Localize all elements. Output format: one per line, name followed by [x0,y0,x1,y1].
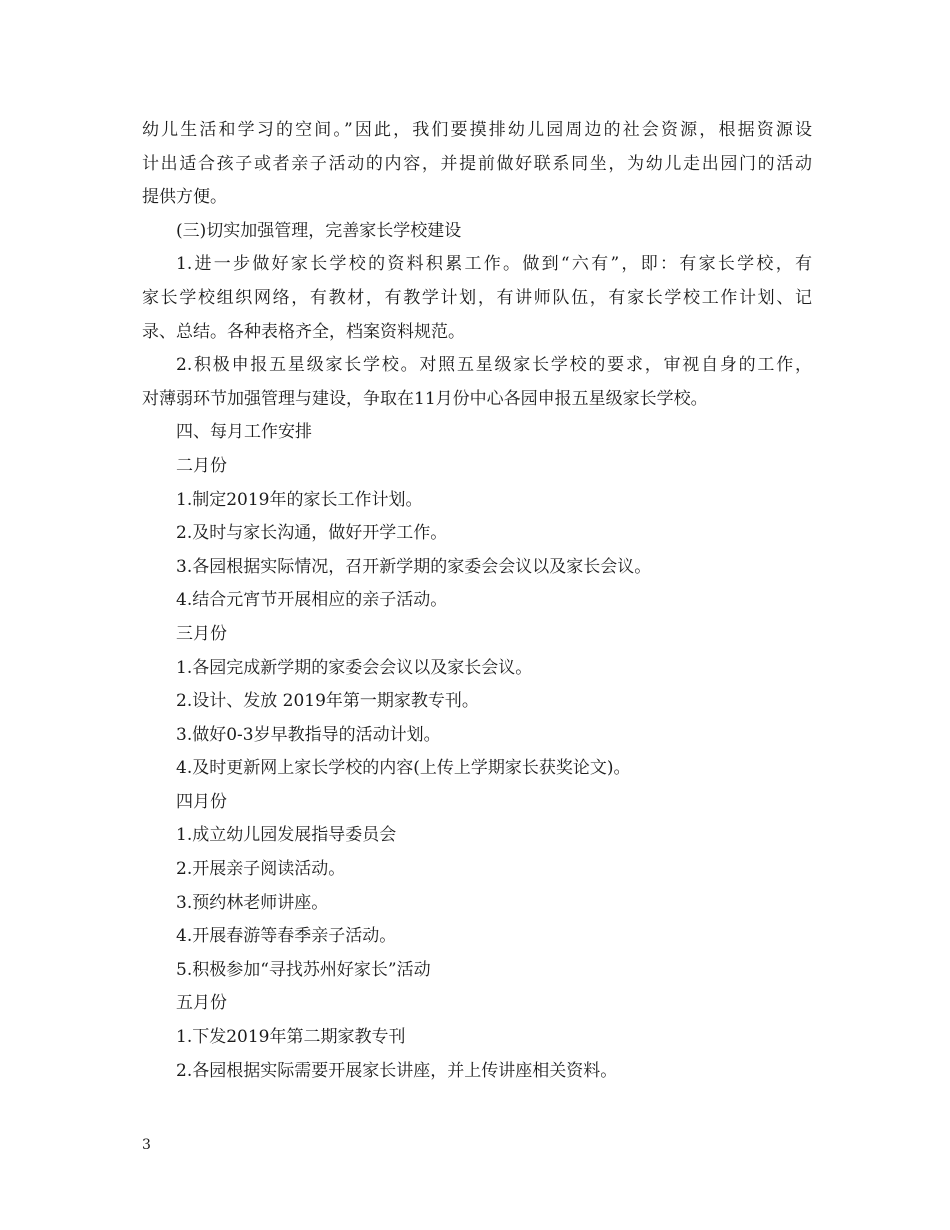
paragraph [142,853,812,887]
text-line: 3.预约林老师讲座。 [176,892,329,913]
paragraph [142,1055,812,1089]
paragraph [142,1021,812,1055]
paragraph [142,484,812,518]
paragraph [142,887,812,921]
paragraph [142,517,812,551]
paragraph [142,786,812,820]
paragraph [142,819,812,853]
text-line: 4.开展春游等春季亲子活动。 [176,926,397,947]
text-line: 3.各园根据实际情况，召开新学期的家委会会议以及家长会议。 [176,556,652,577]
paragraph [142,618,812,652]
paragraph [142,215,812,249]
paragraph [142,248,812,349]
paragraph [142,987,812,1021]
text-line: 幼儿生活和学习的空间。”因此，我们要摸排幼儿园周边的社会资源，根据资源设 [142,120,812,140]
paragraph [142,450,812,484]
text-line: 1.制定2019年的家长工作计划。 [176,489,423,510]
text-line: 录、总结。各种表格齐全，档案资料规范。 [142,321,465,342]
paragraph [142,114,812,215]
text-line: 2.开展亲子阅读活动。 [176,859,346,880]
paragraph [142,652,812,686]
paragraph [142,752,812,786]
text-line: (三)切实加强管理，完善家长学校建设 [176,220,462,241]
text-line: 对薄弱环节加强管理与建设，争取在11月份中心各园申报五星级家长学校。 [142,388,708,409]
paragraph [142,584,812,618]
text-line: 五月份 [176,993,227,1014]
text-line: 4.及时更新网上家长学校的内容(上传上学期家长获奖论文)。 [176,758,631,779]
text-line: 三月份 [176,623,227,644]
paragraph [142,920,812,954]
paragraph [142,416,812,450]
text-line: 5.积极参加“寻找苏州好家长”活动 [176,959,431,980]
paragraph [142,719,812,753]
text-line: 2.设计、发放 2019年第一期家教专刊。 [176,691,479,712]
text-line: 1.进一步做好家长学校的资料积累工作。做到“六有”，即：有家长学校，有 [176,254,812,275]
text-line: 3.做好0-3岁早教指导的活动计划。 [176,724,441,745]
text-line: 四、每月工作安排 [176,422,312,443]
text-line: 1.成立幼儿园发展指导委员会 [176,825,397,846]
text-line: 2.各园根据实际需要开展家长讲座，并上传讲座相关资料。 [176,1060,618,1081]
paragraph [142,349,812,416]
page-number: 3 [142,1137,151,1153]
text-line: 家长学校组织网络，有教材，有教学计划，有讲师队伍，有家长学校工作计划、记 [142,287,812,308]
paragraph [142,685,812,719]
text-line: 1.各园完成新学期的家委会会议以及家长会议。 [176,657,533,678]
document-body [142,114,812,1088]
text-line: 1.下发2019年第二期家教专刊 [176,1027,406,1048]
text-line: 二月份 [176,455,227,476]
text-line: 四月份 [176,791,227,812]
paragraph [142,954,812,988]
text-line: 4.结合元宵节开展相应的亲子活动。 [176,590,448,611]
text-line: 计出适合孩子或者亲子活动的内容，并提前做好联系同坐，为幼儿走出园门的活动 [142,153,812,174]
paragraph [142,551,812,585]
text-line: 2.积极申报五星级家长学校。对照五星级家长学校的要求，审视自身的工作， [176,355,812,376]
text-line: 提供方便。 [142,187,227,208]
text-line: 2.及时与家长沟通，做好开学工作。 [176,523,448,544]
